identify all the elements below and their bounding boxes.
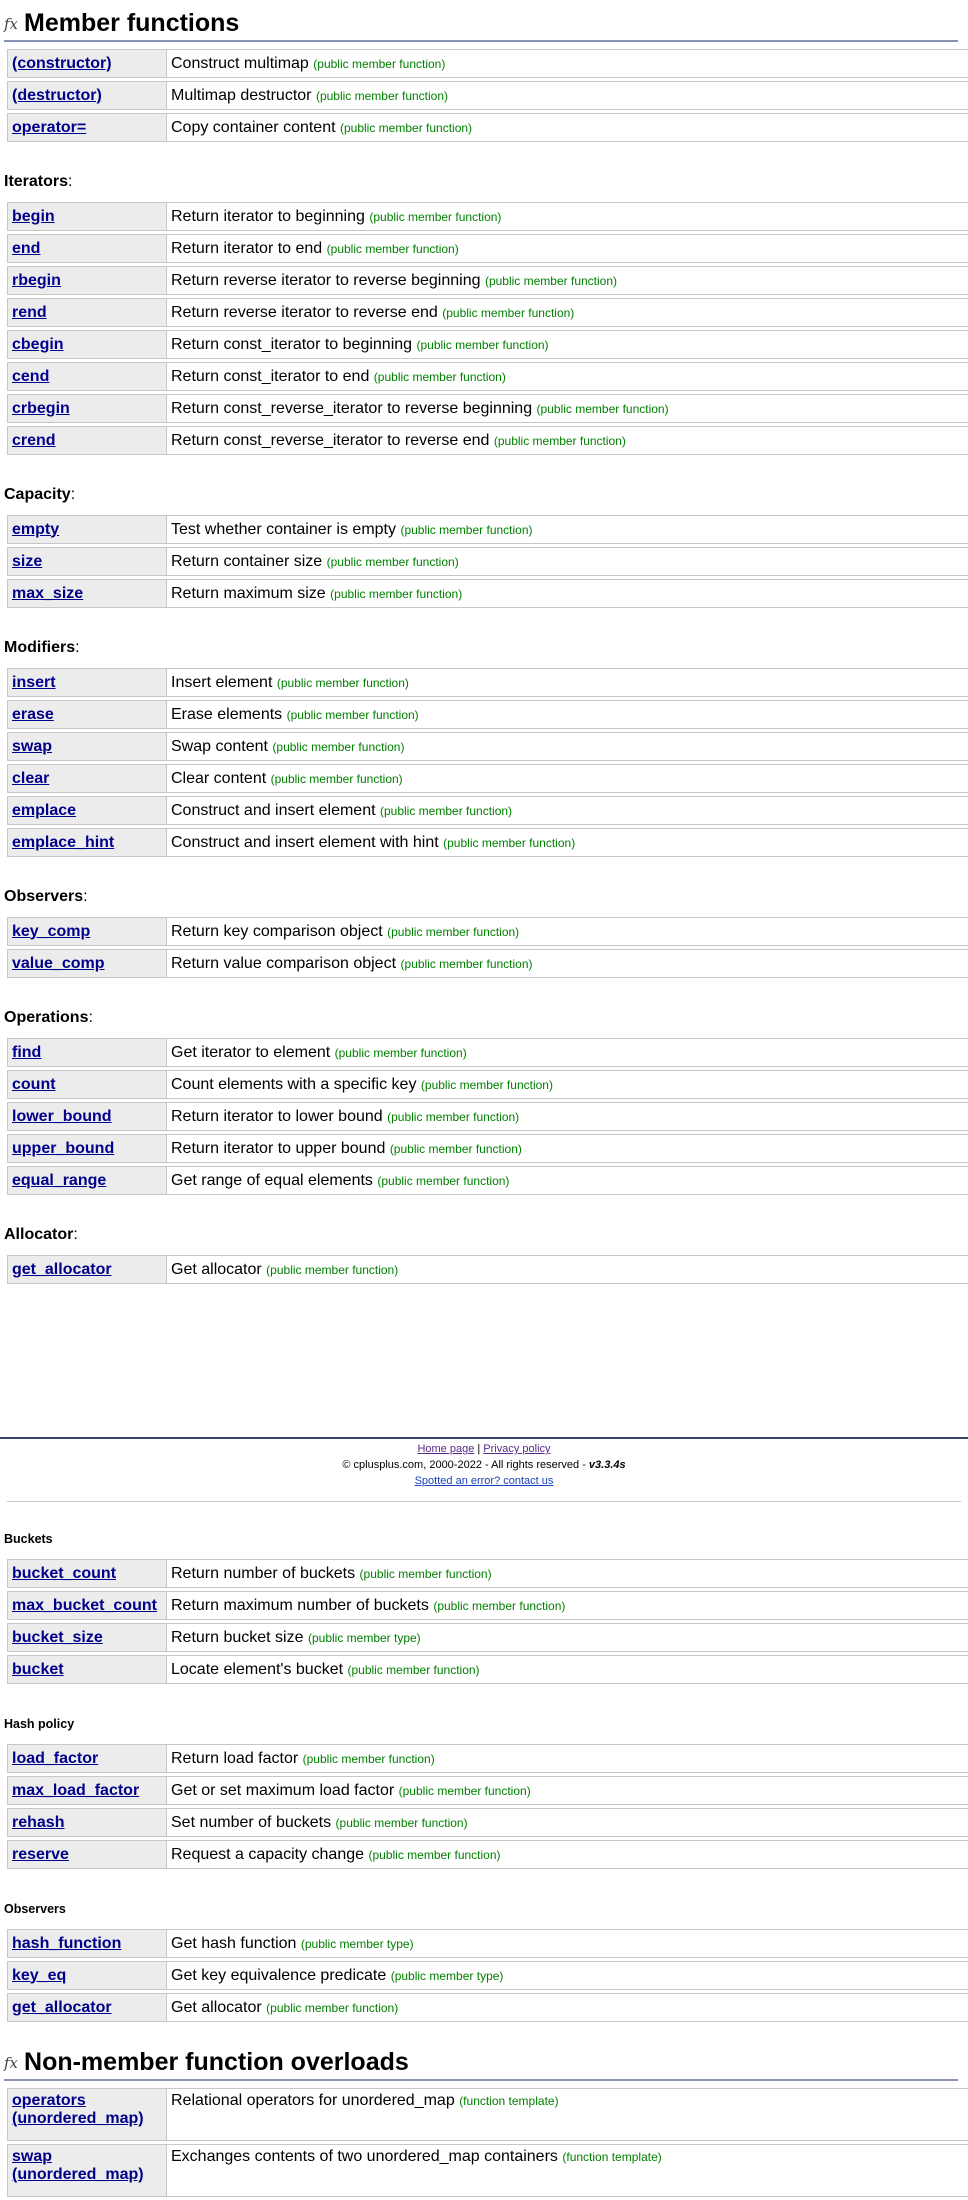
name-cell [7, 2088, 166, 2141]
description-text: Return const_iterator to beginning [171, 335, 413, 353]
member-kind-note: (public member function) [443, 835, 576, 850]
description-text: Get iterator to element [171, 1043, 331, 1061]
function-link[interactable]: load_factor [12, 1749, 99, 1767]
modifiers-label: Modifiers: [4, 639, 80, 656]
name-cell [7, 1166, 166, 1195]
name-cell [7, 1655, 166, 1684]
name-cell [7, 394, 166, 423]
description-cell [166, 579, 968, 608]
name-cell [7, 234, 166, 263]
function-link[interactable]: max_load_factor [12, 1781, 140, 1799]
footer-separator: | [477, 1443, 481, 1455]
function-link[interactable]: key_eq [12, 1966, 67, 1984]
function-link[interactable]: max_size [12, 584, 84, 602]
page-footer [0, 1437, 968, 1489]
table-row [7, 394, 968, 423]
description-text: Get range of equal elements [171, 1171, 373, 1189]
non-member-table [7, 2085, 968, 2200]
member-kind-note: (public member function) [442, 305, 575, 320]
description-cell [166, 362, 968, 391]
member-kind-note: (public member function) [315, 88, 449, 103]
table-row [7, 81, 968, 110]
description-cell [166, 2088, 968, 2141]
observers-label: Observers: [4, 888, 88, 905]
name-cell [7, 113, 166, 142]
operations-table [7, 1035, 968, 1198]
name-cell [7, 1255, 166, 1284]
table-row [7, 1255, 968, 1284]
description-cell [166, 917, 968, 946]
function-link[interactable]: clear [12, 769, 50, 787]
member-kind-note: (function template) [562, 2150, 662, 2164]
iterators-label: Iterators: [4, 173, 73, 190]
description-text: Return iterator to end [171, 239, 323, 257]
description-cell [166, 515, 968, 544]
table-row [7, 732, 968, 761]
description-text: Insert element [171, 673, 273, 691]
table-row [7, 202, 968, 231]
member-kind-note: (public member function) [400, 522, 533, 537]
name-cell [7, 49, 166, 78]
description-cell [166, 547, 968, 576]
function-link[interactable]: get_allocator [12, 1998, 112, 2016]
link-line-2[interactable]: (unordered_map) [12, 2110, 144, 2127]
function-link[interactable] [12, 2092, 144, 2127]
description-text: Relational operators for unordered_map [171, 2092, 455, 2109]
member-kind-note: (public member function) [398, 1783, 531, 1798]
member-kind-note: (public member type) [307, 1630, 421, 1645]
description-cell [166, 202, 968, 231]
function-link[interactable]: rehash [12, 1813, 65, 1831]
link-line-1[interactable]: operators [12, 2092, 86, 2109]
name-cell [7, 700, 166, 729]
function-link[interactable]: max_bucket_count [12, 1596, 157, 1614]
function-link[interactable]: size [12, 552, 43, 570]
description-cell [166, 1102, 968, 1131]
copyright-text: © cplusplus.com, 2000-2022 - All rights reserved - v3.3.4s [342, 1459, 626, 1471]
hash-policy-table [7, 1741, 968, 1872]
name-cell [7, 1070, 166, 1099]
member-kind-note: (public member function) [493, 433, 626, 448]
function-link[interactable]: bucket_size [12, 1628, 103, 1646]
table-row [7, 2088, 968, 2141]
description-text: Construct and insert element [171, 801, 376, 819]
clipped-row-remnant [7, 1489, 961, 1502]
description-cell [166, 949, 968, 978]
capacity-table [7, 512, 968, 611]
member-kind-note: (public member function) [326, 554, 459, 569]
name-cell [7, 1744, 166, 1773]
member-kind-note: (public member function) [272, 739, 405, 754]
description-cell [166, 49, 968, 78]
description-text: Get allocator [171, 1998, 262, 2016]
description-cell [166, 1591, 968, 1620]
description-cell [166, 113, 968, 142]
function-link[interactable]: crbegin [12, 399, 70, 417]
member-kind-note: (public member function) [389, 1141, 522, 1156]
member-kind-note: (public member function) [420, 1077, 553, 1092]
description-text: Copy container content [171, 118, 336, 136]
table-row [7, 1808, 968, 1837]
name-cell [7, 1591, 166, 1620]
name-cell [7, 266, 166, 295]
member-kind-note: (public member function) [387, 924, 520, 939]
description-text: Return bucket size [171, 1628, 304, 1646]
description-cell [166, 298, 968, 327]
contact-link[interactable]: Spotted an error? contact us [414, 1475, 554, 1487]
table-row [7, 1961, 968, 1990]
table-row [7, 1102, 968, 1131]
description-cell [166, 81, 968, 110]
description-cell [166, 796, 968, 825]
description-cell [166, 1961, 968, 1990]
table-row [7, 764, 968, 793]
description-text: Return load factor [171, 1749, 299, 1767]
description-text: Test whether container is empty [171, 520, 396, 538]
table-row [7, 828, 968, 857]
member-kind-note: (public member function) [276, 675, 409, 690]
description-cell [166, 1993, 968, 2022]
function-link[interactable]: emplace_hint [12, 833, 115, 851]
table-row [7, 949, 968, 978]
table-row [7, 1655, 968, 1684]
description-text: Exchanges contents of two unordered_map containers [171, 2148, 558, 2165]
description-text: Get hash function [171, 1934, 297, 1952]
member-functions-table [7, 46, 968, 145]
description-cell [166, 732, 968, 761]
name-cell [7, 796, 166, 825]
description-text: Return container size [171, 552, 323, 570]
function-link[interactable]: emplace [12, 801, 77, 819]
name-cell [7, 1808, 166, 1837]
name-cell [7, 764, 166, 793]
description-text: Return iterator to beginning [171, 207, 365, 225]
function-link[interactable]: equal_range [12, 1171, 107, 1189]
description-text: Get or set maximum load factor [171, 1781, 395, 1799]
section-title: Member functions [24, 9, 240, 37]
table-row [7, 298, 968, 327]
member-kind-note: (public member function) [335, 1815, 468, 1830]
function-link[interactable]: (destructor) [12, 86, 102, 104]
description-cell [166, 234, 968, 263]
function-link[interactable]: operator= [12, 118, 87, 136]
description-cell [166, 1808, 968, 1837]
function-link[interactable]: cend [12, 367, 50, 385]
member-kind-note: (public member function) [302, 1751, 435, 1766]
non-member-heading [4, 2039, 958, 2081]
allocator-table [7, 1252, 968, 1287]
table-row [7, 515, 968, 544]
operations-label: Operations: [4, 1009, 93, 1026]
description-cell [166, 266, 968, 295]
member-kind-note: (public member function) [330, 586, 463, 601]
description-cell [166, 1166, 968, 1195]
capacity-label: Capacity: [4, 486, 76, 503]
name-cell [7, 1776, 166, 1805]
function-icon: fx [4, 2054, 19, 2072]
member-kind-note: (public member function) [536, 401, 669, 416]
function-link[interactable]: lower_bound [12, 1107, 112, 1125]
version-text: v3.3.4s [588, 1459, 626, 1471]
name-cell [7, 732, 166, 761]
name-cell [7, 515, 166, 544]
name-cell [7, 917, 166, 946]
member-kind-note: (public member function) [484, 273, 618, 288]
description-text: Return const_iterator to end [171, 367, 370, 385]
member-kind-note: (public member function) [416, 337, 549, 352]
name-cell [7, 1623, 166, 1652]
hash-policy-label: Hash policy [4, 1717, 75, 1731]
table-row [7, 426, 968, 455]
member-kind-note: (public member function) [368, 1847, 501, 1862]
table-row [7, 796, 968, 825]
table-row [7, 1559, 968, 1588]
name-cell [7, 1038, 166, 1067]
table-row [7, 1744, 968, 1773]
function-link[interactable] [12, 2148, 144, 2183]
modifiers-table [7, 665, 968, 860]
member-kind-note: (public member function) [380, 803, 513, 818]
name-cell [7, 330, 166, 359]
description-cell [166, 1255, 968, 1284]
name-cell [7, 668, 166, 697]
buckets-label: Buckets [4, 1532, 53, 1546]
member-kind-note: (public member type) [300, 1936, 414, 1951]
description-cell [166, 330, 968, 359]
description-text: Set number of buckets [171, 1813, 332, 1831]
description-text: Return const_reverse_iterator to reverse beginning [171, 399, 533, 417]
name-cell [7, 828, 166, 857]
name-cell [7, 81, 166, 110]
function-link[interactable]: key_comp [12, 922, 91, 940]
function-link[interactable]: end [12, 239, 41, 257]
member-kind-note: (public member function) [270, 771, 403, 786]
description-cell [166, 1134, 968, 1163]
description-cell [166, 1744, 968, 1773]
table-row [7, 1134, 968, 1163]
table-row [7, 234, 968, 263]
table-row [7, 1623, 968, 1652]
table-row [7, 1591, 968, 1620]
buckets-table [7, 1556, 968, 1687]
table-row [7, 1070, 968, 1099]
description-text: Multimap destructor [171, 86, 312, 104]
function-link[interactable]: cbegin [12, 335, 64, 353]
table-row [7, 362, 968, 391]
name-cell [7, 949, 166, 978]
home-page-link[interactable]: Home page [417, 1443, 475, 1455]
description-text: Locate element's bucket [171, 1660, 344, 1678]
observers-table [7, 914, 968, 981]
function-link[interactable]: bucket [12, 1660, 64, 1678]
section-title: Non-member function overloads [24, 2048, 409, 2076]
table-row [7, 330, 968, 359]
member-kind-note: (public member function) [400, 956, 533, 971]
allocator-label: Allocator: [4, 1226, 78, 1243]
name-cell [7, 1559, 166, 1588]
description-cell [166, 2144, 968, 2197]
table-row [7, 917, 968, 946]
description-cell [166, 1559, 968, 1588]
member-kind-note: (public member function) [369, 209, 502, 224]
name-cell [7, 1840, 166, 1869]
description-cell [166, 764, 968, 793]
description-cell [166, 1038, 968, 1067]
description-text: Request a capacity change [171, 1845, 365, 1863]
table-row [7, 1166, 968, 1195]
privacy-policy-link[interactable]: Privacy policy [483, 1443, 551, 1455]
description-text: Return iterator to upper bound [171, 1139, 386, 1157]
table-row [7, 1929, 968, 1958]
iterators-table [7, 199, 968, 458]
table-row [7, 1038, 968, 1067]
table-row [7, 547, 968, 576]
name-cell [7, 202, 166, 231]
function-link[interactable]: bucket_count [12, 1564, 117, 1582]
name-cell [7, 1993, 166, 2022]
link-line-1[interactable]: swap [12, 2148, 53, 2165]
function-link[interactable]: (constructor) [12, 54, 112, 72]
function-link[interactable]: hash_function [12, 1934, 122, 1952]
description-text: Get allocator [171, 1260, 262, 1278]
function-link[interactable]: find [12, 1043, 42, 1061]
function-link[interactable]: erase [12, 705, 54, 723]
name-cell [7, 579, 166, 608]
description-text: Return reverse iterator to reverse end [171, 303, 438, 321]
member-kind-note: (public member function) [266, 2000, 399, 2015]
table-row [7, 1840, 968, 1869]
member-kind-note: (public member function) [286, 707, 419, 722]
member-kind-note: (public member function) [313, 56, 446, 71]
table-row [7, 49, 968, 78]
name-cell [7, 298, 166, 327]
description-cell [166, 426, 968, 455]
function-link[interactable]: rbegin [12, 271, 61, 289]
function-link[interactable]: crend [12, 431, 56, 449]
member-kind-note: (public member function) [334, 1045, 467, 1060]
function-link[interactable]: swap [12, 737, 53, 755]
table-row [7, 266, 968, 295]
name-cell [7, 362, 166, 391]
function-link[interactable]: count [12, 1075, 56, 1093]
observers2-label: Observers [4, 1902, 66, 1916]
description-cell [166, 1070, 968, 1099]
description-cell [166, 668, 968, 697]
description-text: Return value comparison object [171, 954, 397, 972]
description-cell [166, 1776, 968, 1805]
member-kind-note: (public member function) [340, 120, 473, 135]
table-row [7, 700, 968, 729]
table-row [7, 668, 968, 697]
name-cell [7, 1134, 166, 1163]
description-text: Return const_reverse_iterator to reverse end [171, 431, 490, 449]
member-kind-note: (public member function) [359, 1566, 492, 1581]
link-line-2[interactable]: (unordered_map) [12, 2166, 144, 2183]
description-text: Return key comparison object [171, 922, 383, 940]
function-link[interactable]: value_comp [12, 954, 105, 972]
table-row [7, 2144, 968, 2197]
description-text: Construct and insert element with hint [171, 833, 439, 851]
member-kind-note: (public member function) [377, 1173, 510, 1188]
table-row [7, 113, 968, 142]
description-cell [166, 1655, 968, 1684]
function-link[interactable]: insert [12, 673, 56, 691]
description-text: Count elements with a specific key [171, 1075, 417, 1093]
member-kind-note: (public member function) [326, 241, 459, 256]
description-text: Construct multimap [171, 54, 309, 72]
description-text: Swap content [171, 737, 268, 755]
description-cell [166, 828, 968, 857]
description-text: Return number of buckets [171, 1564, 356, 1582]
member-kind-note: (public member function) [387, 1109, 520, 1124]
name-cell [7, 1929, 166, 1958]
function-link[interactable]: reserve [12, 1845, 69, 1863]
description-text: Return maximum size [171, 584, 326, 602]
name-cell [7, 547, 166, 576]
function-link[interactable]: upper_bound [12, 1139, 115, 1157]
description-text: Clear content [171, 769, 267, 787]
member-kind-note: (public member type) [390, 1968, 504, 1983]
member-kind-note: (function template) [459, 2094, 559, 2108]
member-functions-heading [4, 0, 958, 42]
description-cell [166, 1929, 968, 1958]
description-cell [166, 394, 968, 423]
description-cell [166, 1840, 968, 1869]
member-kind-note: (public member function) [433, 1598, 566, 1613]
member-kind-note: (public member function) [347, 1662, 480, 1677]
name-cell [7, 426, 166, 455]
description-text: Return iterator to lower bound [171, 1107, 383, 1125]
function-link[interactable]: begin [12, 207, 55, 225]
name-cell [7, 1102, 166, 1131]
function-link[interactable]: rend [12, 303, 47, 321]
description-cell [166, 700, 968, 729]
table-row [7, 1993, 968, 2022]
member-kind-note: (public member function) [266, 1262, 399, 1277]
description-text: Erase elements [171, 705, 283, 723]
description-cell [166, 1623, 968, 1652]
function-icon: fx [4, 15, 19, 33]
name-cell [7, 2144, 166, 2197]
description-text: Get key equivalence predicate [171, 1966, 387, 1984]
member-kind-note: (public member function) [373, 369, 506, 384]
description-text: Return reverse iterator to reverse beginning [171, 271, 481, 289]
function-link[interactable]: empty [12, 520, 60, 538]
function-link[interactable]: get_allocator [12, 1260, 112, 1278]
table-row [7, 1776, 968, 1805]
description-text: Return maximum number of buckets [171, 1596, 429, 1614]
observers2-table [7, 1926, 968, 2025]
table-row [7, 579, 968, 608]
name-cell [7, 1961, 166, 1990]
